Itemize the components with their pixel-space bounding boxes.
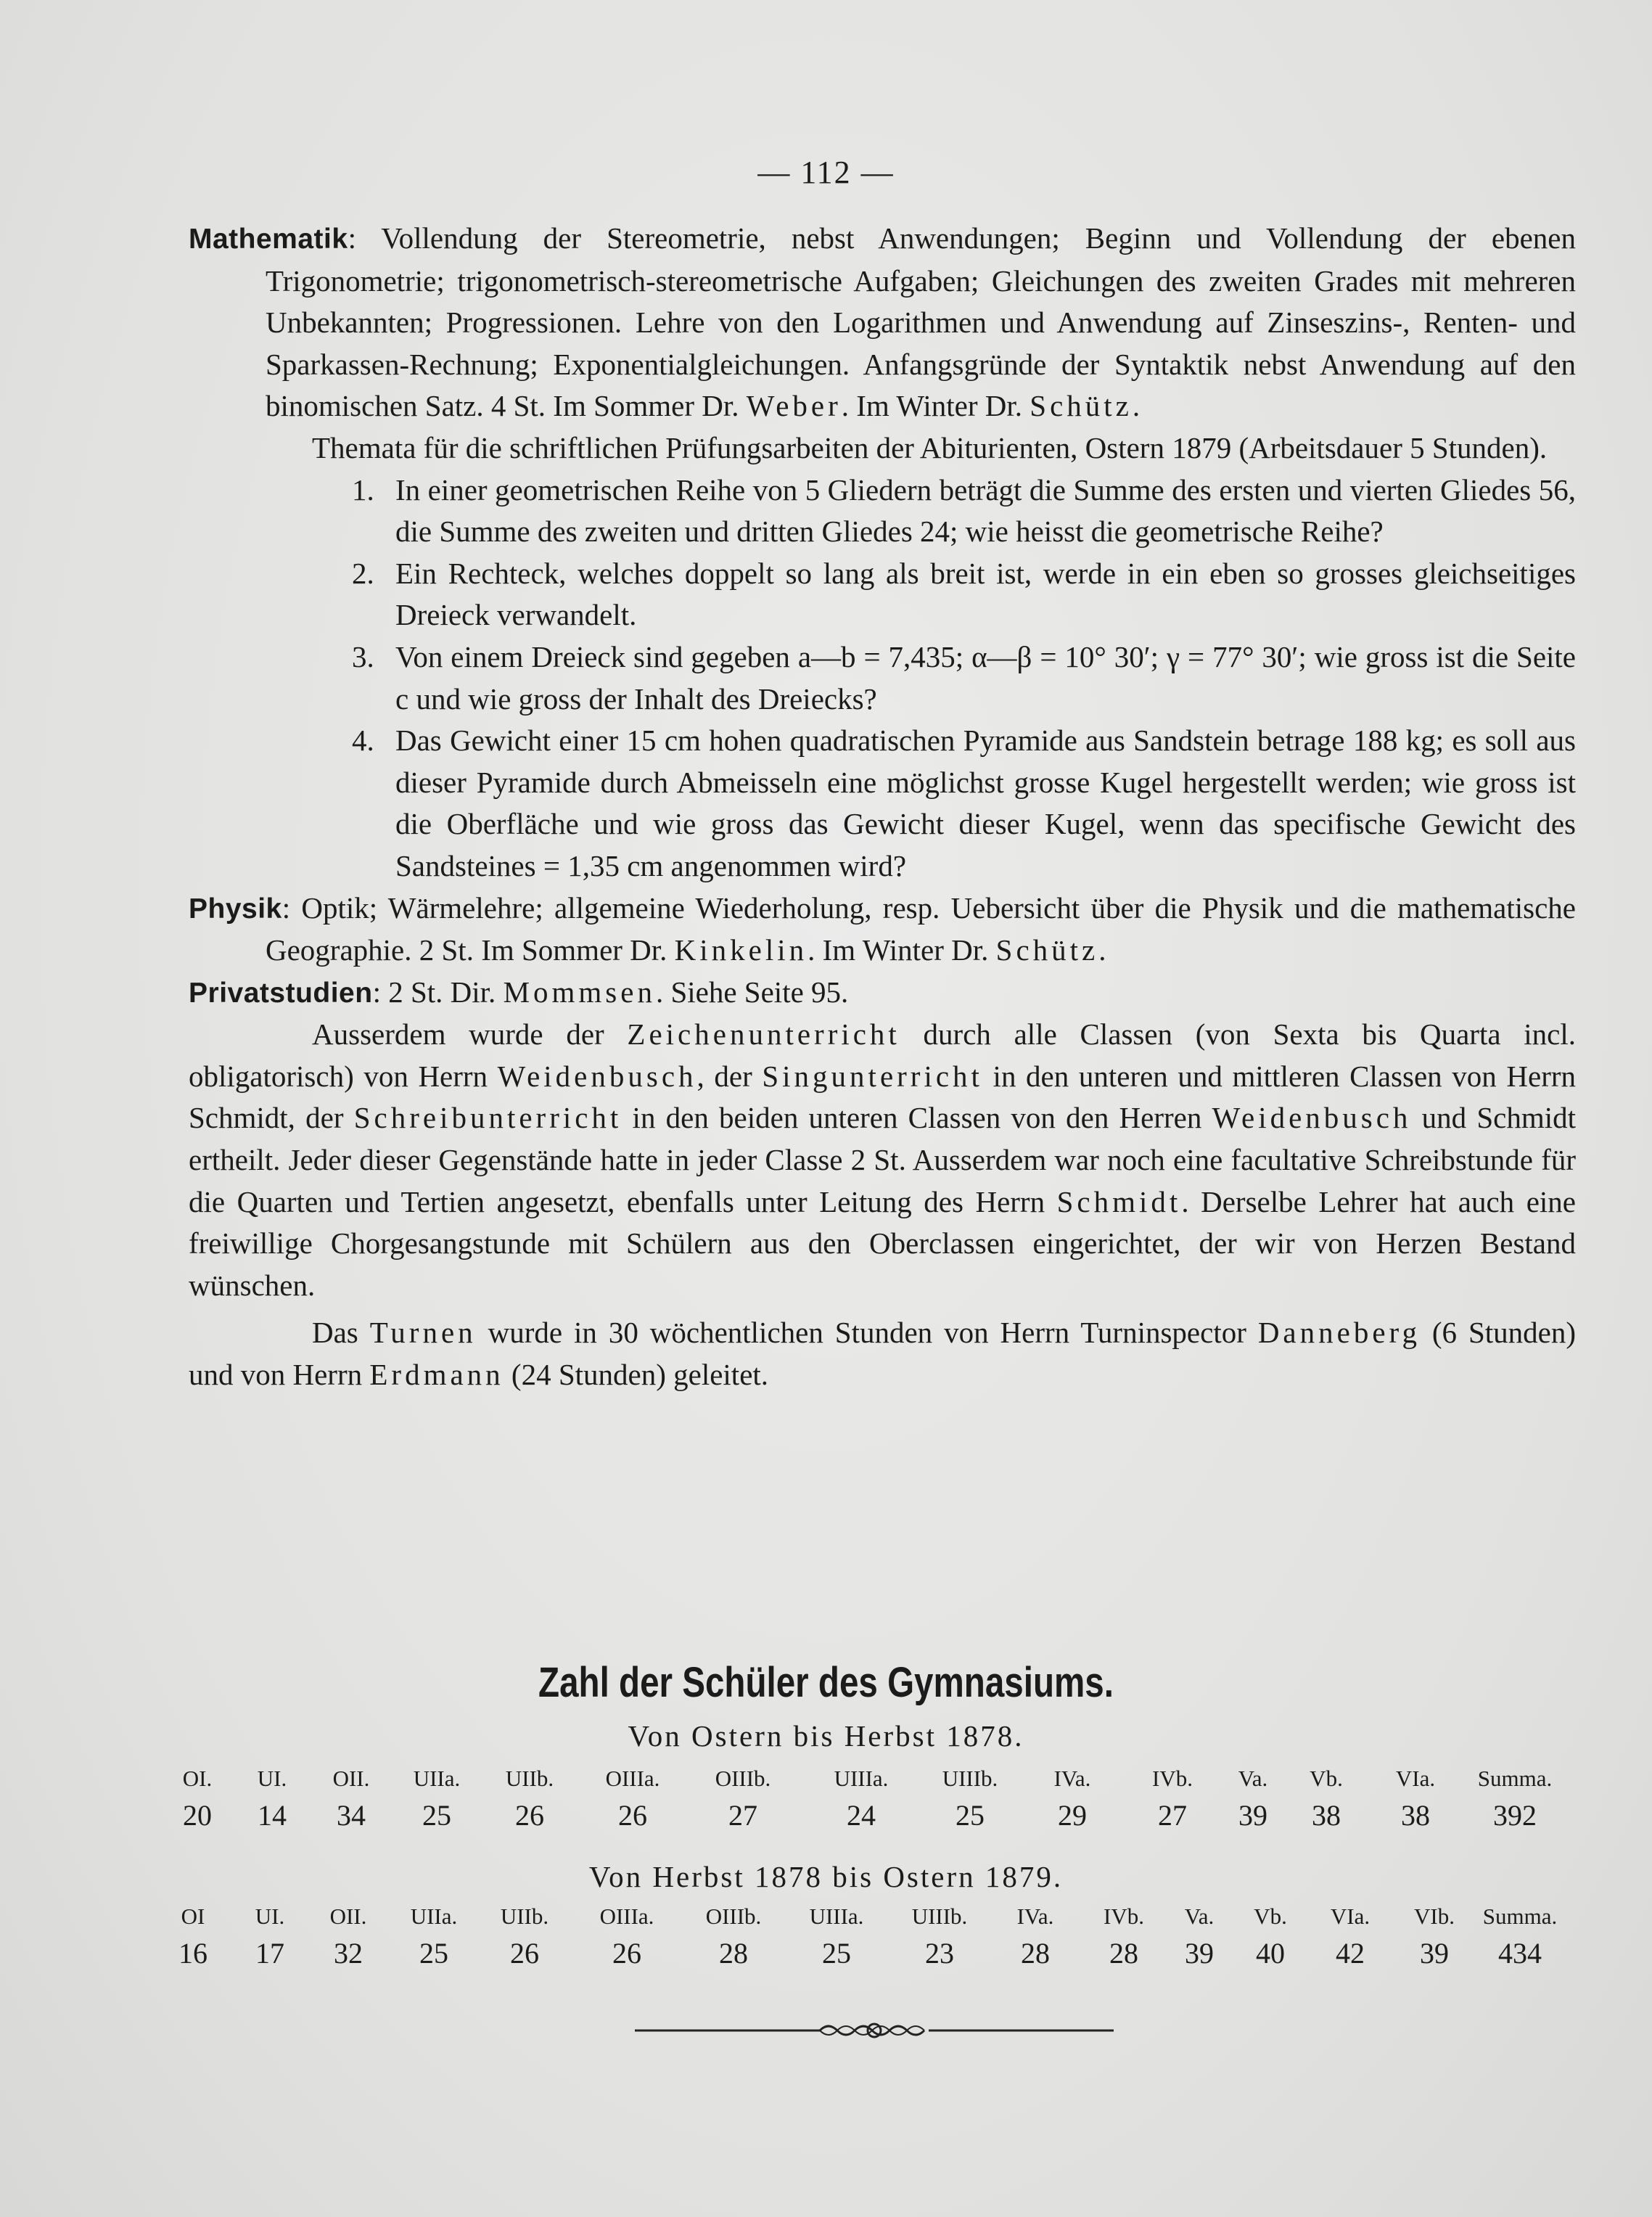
- table-value-cell: 28: [1109, 1937, 1138, 1970]
- table-value-cell: 25: [822, 1937, 851, 1970]
- table-value-cell: 38: [1312, 1799, 1341, 1832]
- table-value-cell: 28: [1021, 1937, 1050, 1970]
- table-header-cell: OI: [181, 1903, 205, 1929]
- table-header-cell: OIIIa.: [605, 1766, 660, 1791]
- table-header-cell: Va.: [1238, 1766, 1268, 1791]
- table-header-cell: UIIIa.: [834, 1766, 889, 1791]
- table-header-cell: IVb.: [1104, 1903, 1144, 1929]
- table-value-cell: 434: [1498, 1937, 1542, 1970]
- table-header-cell: Vb.: [1310, 1766, 1343, 1791]
- table-value-cell: 29: [1058, 1799, 1087, 1832]
- name-kinkelin: Kinkelin: [674, 933, 808, 967]
- paragraph-ausserdem: Ausserdem wurde der Zeichenunterricht durch alle Classen (von Sexta bis Quarta incl. obligatorisch) von Herrn Weidenbusch, der Singunterricht in den unteren und mittleren Classen von Herrn Schmidt, der Schreibunterricht in den beiden unteren Classen von den Herren Weidenbusch und Schmidt ertheilt. Jeder dieser Gegenstände hatte in jeder Classe 2 St. Ausserdem war noch eine facultative Schreibstunde für die Quarten und Tertien angesetzt, ebenfalls unter Leitung des Herrn Schmidt. Derselbe Lehrer hat auch eine freiwillige Chorgesangstunde mit Schülern aus den Oberclassen eingerichtet, der wir von Herzen Bestand wünschen.: [189, 1017, 1577, 1302]
- table-header-cell: OIIIb.: [715, 1766, 771, 1791]
- table-value-cell: 23: [925, 1937, 954, 1970]
- table-value-cell: 27: [728, 1799, 757, 1832]
- table-value-cell: 20: [183, 1799, 212, 1832]
- table-header-cell: VIb.: [1414, 1903, 1455, 1929]
- table-value-cell: 25: [419, 1937, 448, 1970]
- exam-task: 4. Das Gewicht einer 15 cm hohen quadratischen Pyramide aus Sandstein betrage 188 kg; es soll aus dieser Pyramide durch Abmeisseln eine möglichst grosse Kugel hergestellt werden; wie gross ist die Oberfläche und wie gross das Gewicht dieser Kugel, wenn das specifische Gewicht des Sandsteines = 1,35 cm angenommen wird?: [352, 724, 1576, 882]
- table-header-cell: UIIIb.: [911, 1903, 968, 1929]
- table-header-cell: IVa.: [1053, 1766, 1091, 1791]
- table-value-cell: 26: [515, 1799, 544, 1832]
- lead-mathematik: Mathematik: [189, 224, 348, 255]
- table-header-cell: IVb.: [1152, 1766, 1193, 1791]
- table-value-cell: 39: [1185, 1937, 1214, 1970]
- table-header-cell: VIa.: [1395, 1766, 1436, 1791]
- table1-header-row: [0, 1766, 1652, 1802]
- table2-header-row: [0, 1903, 1652, 1940]
- exam-task: 3. Von einem Dreieck sind gegeben a—b = 7,435; α—β = 10° 30′; γ = 77° 30′; wie gross ist die Seite c und wie gross der Inhalt des Dreiecks?: [352, 639, 1576, 716]
- name-schuetz: Schütz: [1030, 389, 1133, 423]
- exam-task: 1. In einer geometrischen Reihe von 5 Gliedern beträgt die Summe des ersten und vierten Gliedes 56, die Summe des zweiten und dritten Gliedes 24; wie heisst die geometrische Reihe?: [352, 472, 1576, 549]
- paragraph-mathematik: Mathematik: Vollendung der Stereometrie, nebst Anwendungen; Beginn und Vollendung der ebenen Trigonometrie; trigonometrisch-stereometrische Aufgaben; Gleichungen des zweiten Grades mit mehreren Unbekannten; Progressionen. Lehre von den Logarithmen und Anwendung auf Zinseszins-, Renten- und Sparkassen-Rechnung; Exponentialgleichungen. Anfangsgründe der Syntaktik nebst Anwendung auf den binomischen Satz. 4 St. Im Sommer Dr. Weber. Im Winter Dr. Schütz.: [189, 221, 1576, 423]
- table-header-cell: UIIIb.: [942, 1766, 998, 1791]
- table-header-cell: UI.: [257, 1766, 287, 1791]
- table2-value-row: [0, 1936, 1652, 1972]
- table-value-cell: 38: [1401, 1799, 1430, 1832]
- table-value-cell: 24: [847, 1799, 876, 1832]
- table-header-cell: VIa.: [1330, 1903, 1370, 1929]
- table1-value-row: [0, 1798, 1652, 1835]
- table-value-cell: 34: [337, 1799, 366, 1832]
- table-header-cell: UI.: [255, 1903, 285, 1929]
- table-value-cell: 28: [719, 1937, 748, 1970]
- table-header-cell: Summa.: [1482, 1903, 1558, 1929]
- table-value-cell: 39: [1238, 1799, 1267, 1832]
- table-header-cell: Va.: [1184, 1903, 1215, 1929]
- table-value-cell: 32: [334, 1937, 363, 1970]
- paragraph-privatstudien: Privatstudien: 2 St. Dir. Mommsen. Siehe Seite 95.: [189, 975, 849, 1009]
- table-value-cell: 26: [612, 1937, 641, 1970]
- table-header-cell: OII.: [332, 1766, 370, 1791]
- paragraph-turnen: Das Turnen wurde in 30 wöchentlichen Stunden von Herrn Turninspector Danneberg (6 Stunden) und von Herrn Erdmann (24 Stunden) geleitet.: [189, 1316, 1577, 1392]
- table2-period: Von Herbst 1878 bis Ostern 1879.: [588, 1860, 1064, 1893]
- paragraph-themata: Themata für die schriftlichen Prüfungsarbeiten der Abiturienten, Ostern 1879 (Arbeitsdauer 5 Stunden).: [312, 430, 1548, 464]
- table-value-cell: 25: [422, 1799, 451, 1832]
- table-value-cell: 392: [1493, 1799, 1537, 1832]
- table-value-cell: 39: [1420, 1937, 1449, 1970]
- ornament-divider: [635, 2016, 1114, 2045]
- table-header-cell: Vb.: [1254, 1903, 1287, 1929]
- table-value-cell: 42: [1336, 1937, 1365, 1970]
- name-weber: Weber: [746, 389, 842, 423]
- name-mommsen: Mommsen: [503, 975, 656, 1009]
- table-value-cell: 14: [258, 1799, 287, 1832]
- table-value-cell: 26: [510, 1937, 539, 1970]
- exam-task-list: [189, 470, 1576, 888]
- table-value-cell: 17: [255, 1937, 284, 1970]
- document-body: [189, 218, 1576, 1396]
- table-value-cell: 25: [956, 1799, 985, 1832]
- name-schuetz: Schütz: [995, 933, 1099, 967]
- paragraph-physik: Physik: Optik; Wärmelehre; allgemeine Wiederholung, resp. Uebersicht über die Physik und die mathematische Geographie. 2 St. Im Sommer Dr. Kinkelin. Im Winter Dr. Schütz.: [189, 890, 1576, 967]
- table-value-cell: 16: [178, 1937, 207, 1970]
- table-header-cell: UIIIa.: [809, 1903, 864, 1929]
- table-header-cell: OIIIb.: [705, 1903, 762, 1929]
- table1-period: Von Ostern bis Herbst 1878.: [628, 1719, 1024, 1753]
- lead-privatstudien: Privatstudien: [189, 977, 373, 1009]
- exam-task: 2. Ein Rechteck, welches doppelt so lang als breit ist, werde in ein eben so grosses gleichseitiges Dreieck verwandelt.: [352, 556, 1576, 632]
- table-header-cell: Summa.: [1477, 1766, 1553, 1791]
- table-header-cell: OIIIa.: [599, 1903, 654, 1929]
- table-value-cell: 27: [1158, 1799, 1187, 1832]
- lead-physik: Physik: [189, 893, 282, 925]
- table-header-cell: UIIb.: [500, 1903, 549, 1929]
- table-header-cell: UIIa.: [413, 1766, 461, 1791]
- table-value-cell: 40: [1256, 1937, 1285, 1970]
- table-header-cell: OII.: [329, 1903, 367, 1929]
- table-header-cell: UIIa.: [410, 1903, 458, 1929]
- section-heading: Zahl der Schüler des Gymnasiums.: [538, 1659, 1114, 1706]
- table-value-cell: 26: [618, 1799, 647, 1832]
- table-header-cell: IVa.: [1016, 1903, 1054, 1929]
- page-number: — 112 —: [757, 155, 895, 190]
- table-header-cell: OI.: [182, 1766, 213, 1791]
- table-header-cell: UIIb.: [505, 1766, 554, 1791]
